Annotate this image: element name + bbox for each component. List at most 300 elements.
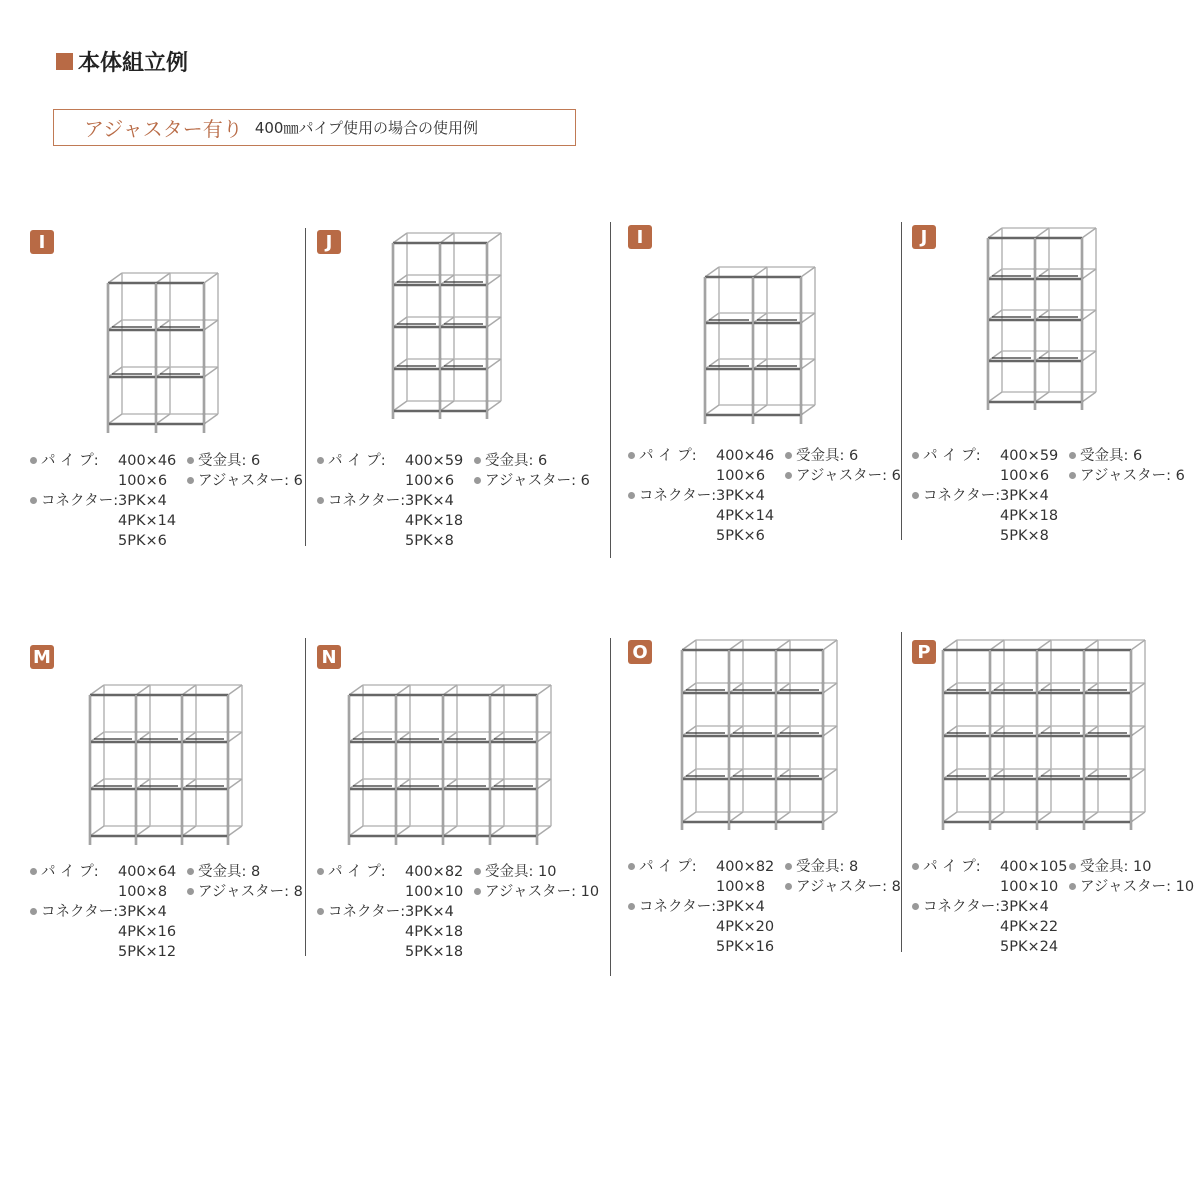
depth-bar <box>228 685 242 695</box>
depth-bar <box>182 732 196 742</box>
assembly-example-8 <box>912 640 1200 980</box>
rack-illustration <box>391 231 505 423</box>
depth-bar <box>682 769 696 779</box>
assembly-example-1 <box>30 230 320 570</box>
bullet-icon <box>1069 452 1076 459</box>
receiver-row <box>785 857 858 877</box>
connector-label: コネクター: <box>923 899 1001 915</box>
depth-bar <box>136 779 150 789</box>
rack-depth-bars <box>393 233 501 411</box>
depth-bar <box>537 826 551 836</box>
connector-value-row: 3PK×4 <box>716 488 765 504</box>
depth-bar <box>204 414 218 424</box>
depth-bar <box>228 826 242 836</box>
page-heading <box>56 46 188 77</box>
depth-bar <box>90 779 104 789</box>
depth-bar <box>487 233 501 243</box>
pipe-value-row: 400×82 <box>405 864 464 880</box>
connector-value-row: 3PK×4 <box>118 904 167 920</box>
depth-bar <box>487 359 501 369</box>
depth-bar <box>1131 812 1145 822</box>
spec-list <box>30 451 320 561</box>
depth-bar <box>753 359 767 369</box>
example-badge: I <box>30 230 54 254</box>
receiver-count: 受金具: 6 <box>198 453 261 469</box>
depth-bar <box>801 405 815 415</box>
depth-bar <box>443 779 457 789</box>
depth-bar <box>490 779 504 789</box>
depth-bar <box>108 273 122 283</box>
connector-value-row: 4PK×18 <box>1000 508 1059 524</box>
connector-label-row <box>30 491 118 511</box>
depth-bar <box>1035 351 1049 361</box>
depth-bar <box>1035 392 1049 402</box>
depth-bar <box>182 685 196 695</box>
depth-bar <box>943 769 957 779</box>
connector-value-row: 4PK×14 <box>716 508 775 524</box>
depth-bar <box>729 640 743 650</box>
depth-bar <box>440 401 454 411</box>
pipe-value-row: 100×6 <box>1000 468 1050 484</box>
bullet-icon <box>912 492 919 499</box>
connector-value-row: 4PK×16 <box>118 924 177 940</box>
example-badge: O <box>628 640 652 664</box>
depth-bar <box>487 317 501 327</box>
adjuster-count: アジャスター: 8 <box>198 884 303 900</box>
example-badge: M <box>30 645 54 669</box>
receiver-count: 受金具: 10 <box>485 864 557 880</box>
bullet-icon <box>912 903 919 910</box>
rack-depth-bars <box>349 685 551 836</box>
depth-bar <box>396 779 410 789</box>
connector-value-row: 4PK×18 <box>405 513 464 529</box>
rack-illustration <box>106 271 222 437</box>
connector-label-row <box>628 486 716 506</box>
depth-bar <box>729 812 743 822</box>
depth-bar <box>1084 640 1098 650</box>
rack-illustration <box>347 683 555 849</box>
spec-list <box>912 446 1200 556</box>
rack-inner-frame <box>90 695 228 845</box>
depth-bar <box>705 405 719 415</box>
pipe-label-row <box>317 862 386 882</box>
depth-bar <box>729 726 743 736</box>
depth-bar <box>396 685 410 695</box>
rack-back-frame <box>696 640 837 812</box>
depth-bar <box>1084 812 1098 822</box>
depth-bar <box>1084 683 1098 693</box>
adjuster-count: アジャスター: 6 <box>485 473 590 489</box>
connector-value-row: 3PK×4 <box>1000 488 1049 504</box>
depth-bar <box>705 359 719 369</box>
rack-back-frame <box>104 685 242 826</box>
depth-bar <box>440 317 454 327</box>
adjuster-count: アジャスター: 10 <box>1080 879 1195 895</box>
rack-illustration <box>703 265 819 428</box>
rack-inner-frame <box>682 650 823 830</box>
depth-bar <box>753 405 767 415</box>
depth-bar <box>943 683 957 693</box>
depth-bar <box>349 732 363 742</box>
connector-value-row: 4PK×18 <box>405 924 464 940</box>
depth-bar <box>440 275 454 285</box>
depth-bar <box>1035 310 1049 320</box>
spec-list <box>628 857 918 967</box>
pipe-value-row: 100×10 <box>405 884 464 900</box>
depth-bar <box>682 640 696 650</box>
depth-bar <box>440 233 454 243</box>
depth-bar <box>823 683 837 693</box>
bullet-icon <box>30 497 37 504</box>
depth-bar <box>349 826 363 836</box>
pipe-label: パ イ プ: <box>41 864 99 880</box>
bullet-icon <box>187 457 194 464</box>
connector-label: コネクター: <box>328 904 406 920</box>
pipe-value-row: 400×59 <box>1000 448 1059 464</box>
depth-bar <box>988 310 1002 320</box>
adjuster-row <box>785 877 901 897</box>
connector-value-row: 5PK×8 <box>1000 528 1049 544</box>
connector-value-row: 3PK×4 <box>1000 899 1049 915</box>
assembly-example-6 <box>317 645 607 985</box>
rack-depth-bars <box>988 228 1096 402</box>
pipe-value-row: 100×6 <box>405 473 455 489</box>
pipe-value-row: 100×8 <box>118 884 168 900</box>
depth-bar <box>182 779 196 789</box>
example-badge: J <box>317 230 341 254</box>
pipe-label-row <box>628 857 697 877</box>
depth-bar <box>988 269 1002 279</box>
bullet-icon <box>474 457 481 464</box>
depth-bar <box>228 779 242 789</box>
depth-bar <box>776 683 790 693</box>
adjuster-count: アジャスター: 6 <box>796 468 901 484</box>
connector-label-row <box>628 897 716 917</box>
page-title: 本体組立例 <box>78 51 189 76</box>
connector-label: コネクター: <box>41 493 119 509</box>
depth-bar <box>228 732 242 742</box>
depth-bar <box>1131 683 1145 693</box>
depth-bar <box>90 732 104 742</box>
bullet-icon <box>474 868 481 875</box>
pipe-value-row: 400×64 <box>118 864 177 880</box>
depth-bar <box>943 812 957 822</box>
connector-value-row: 5PK×12 <box>118 944 177 960</box>
connector-value-row: 4PK×22 <box>1000 919 1059 935</box>
pipe-label: パ イ プ: <box>41 453 99 469</box>
depth-bar <box>136 826 150 836</box>
depth-bar <box>396 732 410 742</box>
depth-bar <box>490 685 504 695</box>
rack-back-frame <box>363 685 551 826</box>
depth-bar <box>1082 392 1096 402</box>
depth-bar <box>801 267 815 277</box>
depth-bar <box>753 267 767 277</box>
depth-bar <box>487 275 501 285</box>
depth-bar <box>90 826 104 836</box>
connector-value-row: 3PK×4 <box>118 493 167 509</box>
pipe-value-row: 400×46 <box>716 448 775 464</box>
connector-value-row: 3PK×4 <box>405 493 454 509</box>
adjuster-count: アジャスター: 6 <box>198 473 303 489</box>
depth-bar <box>349 685 363 695</box>
connector-value-row: 3PK×4 <box>405 904 454 920</box>
bullet-icon <box>317 497 324 504</box>
rack-depth-bars <box>108 273 218 424</box>
depth-bar <box>990 683 1004 693</box>
column-divider <box>610 638 611 976</box>
depth-bar <box>1035 228 1049 238</box>
pipe-label: パ イ プ: <box>639 859 697 875</box>
spec-list <box>912 857 1200 967</box>
depth-bar <box>108 367 122 377</box>
column-divider <box>610 222 611 558</box>
depth-bar <box>204 273 218 283</box>
pipe-label-row <box>317 451 386 471</box>
heading-square-icon <box>56 53 73 70</box>
receiver-row <box>187 862 260 882</box>
depth-bar <box>776 726 790 736</box>
depth-bar <box>156 367 170 377</box>
adjuster-row <box>187 882 303 902</box>
depth-bar <box>393 317 407 327</box>
depth-bar <box>729 769 743 779</box>
receiver-row <box>474 451 547 471</box>
receiver-count: 受金具: 10 <box>1080 859 1152 875</box>
depth-bar <box>801 359 815 369</box>
depth-bar <box>1037 769 1051 779</box>
depth-bar <box>801 313 815 323</box>
bullet-icon <box>785 883 792 890</box>
adjuster-row <box>785 466 901 486</box>
depth-bar <box>823 812 837 822</box>
bullet-icon <box>317 908 324 915</box>
pipe-value-row: 400×82 <box>716 859 775 875</box>
depth-bar <box>776 769 790 779</box>
pipe-value-row: 400×59 <box>405 453 464 469</box>
rack-depth-bars <box>943 640 1145 822</box>
receiver-count: 受金具: 8 <box>198 864 261 880</box>
depth-bar <box>1082 351 1096 361</box>
depth-bar <box>988 392 1002 402</box>
depth-bar <box>1035 269 1049 279</box>
example-badge: J <box>912 225 936 249</box>
bullet-icon <box>1069 863 1076 870</box>
receiver-count: 受金具: 6 <box>485 453 548 469</box>
pipe-value-row: 100×10 <box>1000 879 1059 895</box>
depth-bar <box>393 359 407 369</box>
connector-label-row <box>912 486 1000 506</box>
example-badge: P <box>912 640 936 664</box>
depth-bar <box>156 320 170 330</box>
depth-bar <box>682 683 696 693</box>
bullet-icon <box>785 472 792 479</box>
pipe-label: パ イ プ: <box>328 453 386 469</box>
bullet-icon <box>1069 883 1076 890</box>
bullet-icon <box>474 477 481 484</box>
rack-illustration <box>88 683 246 849</box>
bullet-icon <box>785 452 792 459</box>
connector-label: コネクター: <box>41 904 119 920</box>
depth-bar <box>156 273 170 283</box>
depth-bar <box>1082 269 1096 279</box>
pipe-label: パ イ プ: <box>923 859 981 875</box>
connector-label: コネクター: <box>639 899 717 915</box>
assembly-example-7 <box>628 640 918 980</box>
depth-bar <box>705 267 719 277</box>
depth-bar <box>136 685 150 695</box>
bullet-icon <box>628 903 635 910</box>
receiver-count: 受金具: 8 <box>796 859 859 875</box>
depth-bar <box>1131 769 1145 779</box>
subtitle-sub: 400㎜パイプ使用の場合の使用例 <box>254 119 478 137</box>
pipe-label-row <box>30 451 99 471</box>
connector-value-row: 3PK×4 <box>716 899 765 915</box>
pipe-value-row: 400×46 <box>118 453 177 469</box>
connector-value-row: 5PK×6 <box>716 528 765 544</box>
adjuster-count: アジャスター: 8 <box>796 879 901 895</box>
depth-bar <box>537 685 551 695</box>
bullet-icon <box>187 888 194 895</box>
connector-label-row <box>912 897 1000 917</box>
rack-front-frame <box>90 695 228 845</box>
pipe-label: パ イ プ: <box>923 448 981 464</box>
bullet-icon <box>317 457 324 464</box>
depth-bar <box>682 812 696 822</box>
adjuster-row <box>1069 466 1185 486</box>
spec-list <box>317 451 607 561</box>
receiver-row <box>1069 857 1151 877</box>
depth-bar <box>990 726 1004 736</box>
subtitle-box <box>53 109 576 146</box>
depth-bar <box>108 414 122 424</box>
depth-bar <box>990 812 1004 822</box>
connector-label-row <box>30 902 118 922</box>
depth-bar <box>393 233 407 243</box>
depth-bar <box>1037 726 1051 736</box>
depth-bar <box>393 401 407 411</box>
connector-value-row: 4PK×20 <box>716 919 775 935</box>
receiver-row <box>187 451 260 471</box>
pipe-value-row: 100×6 <box>716 468 766 484</box>
adjuster-row <box>474 471 590 491</box>
depth-bar <box>443 732 457 742</box>
depth-bar <box>1131 640 1145 650</box>
depth-bar <box>1037 640 1051 650</box>
connector-label-row <box>317 491 405 511</box>
rack-illustration <box>986 226 1100 414</box>
depth-bar <box>1084 769 1098 779</box>
receiver-row <box>474 862 556 882</box>
bullet-icon <box>30 457 37 464</box>
depth-bar <box>988 228 1002 238</box>
rack-illustration <box>680 638 841 834</box>
connector-value-row: 5PK×8 <box>405 533 454 549</box>
depth-bar <box>440 359 454 369</box>
assembly-example-3 <box>628 225 918 565</box>
bullet-icon <box>317 868 324 875</box>
example-badge: N <box>317 645 341 669</box>
pipe-label-row <box>30 862 99 882</box>
rack-front-frame <box>682 650 823 830</box>
adjuster-count: アジャスター: 10 <box>485 884 600 900</box>
spec-list <box>317 862 607 972</box>
depth-bar <box>943 640 957 650</box>
depth-bar <box>1084 726 1098 736</box>
assembly-example-5 <box>30 645 320 985</box>
depth-bar <box>537 779 551 789</box>
depth-bar <box>182 826 196 836</box>
adjuster-row <box>1069 877 1194 897</box>
assembly-example-4 <box>912 225 1200 565</box>
depth-bar <box>1131 726 1145 736</box>
rack-depth-bars <box>705 267 815 415</box>
connector-label: コネクター: <box>639 488 717 504</box>
receiver-count: 受金具: 6 <box>1080 448 1143 464</box>
pipe-label-row <box>912 446 981 466</box>
depth-bar <box>443 685 457 695</box>
depth-bar <box>729 683 743 693</box>
depth-bar <box>490 732 504 742</box>
rack-depth-bars <box>90 685 242 836</box>
bullet-icon <box>912 452 919 459</box>
receiver-count: 受金具: 6 <box>796 448 859 464</box>
rack-shelves <box>686 690 819 776</box>
connector-value-row: 4PK×14 <box>118 513 177 529</box>
depth-bar <box>393 275 407 285</box>
bullet-icon <box>785 863 792 870</box>
depth-bar <box>204 367 218 377</box>
bullet-icon <box>628 492 635 499</box>
depth-bar <box>943 726 957 736</box>
rack-depth-bars <box>682 640 837 822</box>
bullet-icon <box>474 888 481 895</box>
connector-value-row: 5PK×16 <box>716 939 775 955</box>
pipe-value-row: 400×105 <box>1000 859 1068 875</box>
bullet-icon <box>30 868 37 875</box>
adjuster-row <box>187 471 303 491</box>
rack-inner-frame <box>349 695 537 845</box>
depth-bar <box>988 351 1002 361</box>
adjuster-row <box>474 882 599 902</box>
depth-bar <box>204 320 218 330</box>
rack-inner-frame <box>943 650 1131 830</box>
depth-bar <box>349 779 363 789</box>
bullet-icon <box>30 908 37 915</box>
depth-bar <box>90 685 104 695</box>
depth-bar <box>490 826 504 836</box>
connector-value-row: 5PK×24 <box>1000 939 1059 955</box>
depth-bar <box>705 313 719 323</box>
example-badge: I <box>628 225 652 249</box>
depth-bar <box>753 313 767 323</box>
bullet-icon <box>187 477 194 484</box>
bullet-icon <box>187 868 194 875</box>
connector-label: コネクター: <box>328 493 406 509</box>
depth-bar <box>776 640 790 650</box>
pipe-label: パ イ プ: <box>639 448 697 464</box>
depth-bar <box>1082 228 1096 238</box>
rack-illustration <box>941 638 1149 834</box>
connector-value-row: 5PK×6 <box>118 533 167 549</box>
receiver-row <box>1069 446 1142 466</box>
depth-bar <box>537 732 551 742</box>
depth-bar <box>443 826 457 836</box>
depth-bar <box>396 826 410 836</box>
spec-list <box>628 446 918 556</box>
depth-bar <box>108 320 122 330</box>
depth-bar <box>1037 812 1051 822</box>
